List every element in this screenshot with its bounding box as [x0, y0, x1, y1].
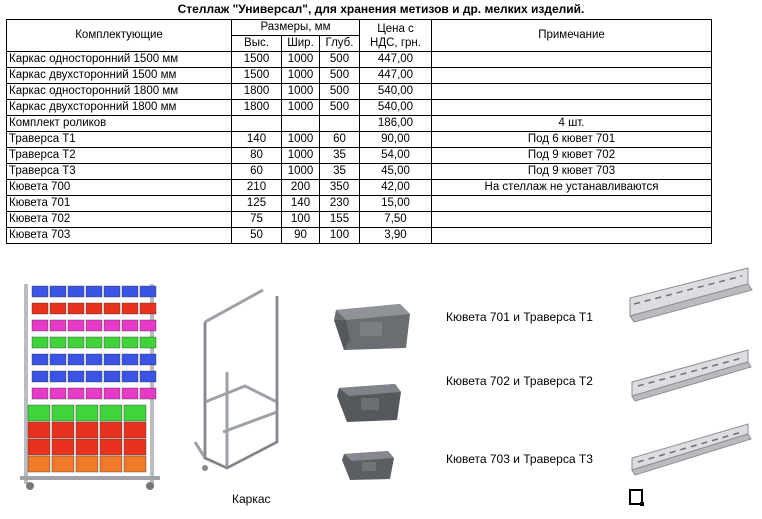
rack-bin — [68, 286, 84, 297]
rack-bin — [104, 303, 120, 314]
cell-depth — [320, 116, 360, 132]
rack-bin — [68, 337, 84, 348]
rack-bin — [122, 371, 138, 382]
frame-image — [185, 282, 285, 478]
rack-bin — [68, 320, 84, 331]
rack-bin — [124, 405, 146, 421]
table-row — [7, 68, 712, 84]
bin-702-image — [335, 380, 403, 424]
table-row — [7, 100, 712, 116]
bin-701-image — [330, 300, 412, 352]
rack-bin — [104, 371, 120, 382]
cell-price: 42,00 — [360, 180, 432, 196]
header-sizes: Размеры, мм — [232, 20, 360, 36]
rack-bin — [86, 371, 102, 382]
rack-with-bins-image — [10, 276, 170, 494]
rack-bin — [68, 388, 84, 399]
rack-bin — [122, 354, 138, 365]
rack-bin — [140, 388, 156, 399]
rack-bin — [100, 422, 122, 438]
rack-bin — [32, 303, 48, 314]
cell-note — [432, 228, 712, 244]
cell-note: Под 6 кювет 701 — [432, 132, 712, 148]
cell-component: Каркас двухсторонний 1800 мм — [7, 100, 232, 116]
rack-bin — [140, 354, 156, 365]
cell-note: 4 шт. — [432, 116, 712, 132]
rack-bin — [104, 388, 120, 399]
cell-height: 60 — [232, 164, 282, 180]
rack-bin — [122, 388, 138, 399]
rack-bin — [86, 303, 102, 314]
rack-bin — [52, 405, 74, 421]
rack-bin — [52, 439, 74, 455]
cell-height: 210 — [232, 180, 282, 196]
rack-bin — [76, 422, 98, 438]
table-row — [7, 164, 712, 180]
cell-depth: 500 — [320, 84, 360, 100]
cell-depth: 35 — [320, 164, 360, 180]
rack-bin — [86, 286, 102, 297]
cell-height: 50 — [232, 228, 282, 244]
rack-bin — [50, 388, 66, 399]
cell-height: 75 — [232, 212, 282, 228]
cell-width: 1000 — [282, 100, 320, 116]
cell-price: 186,00 — [360, 116, 432, 132]
rack-bin — [140, 320, 156, 331]
rack-bin — [50, 303, 66, 314]
cell-price: 447,00 — [360, 52, 432, 68]
cell-price: 540,00 — [360, 100, 432, 116]
table-row — [7, 180, 712, 196]
cell-component: Кювета 703 — [7, 228, 232, 244]
cell-note — [432, 196, 712, 212]
cell-component: Комплект роликов — [7, 116, 232, 132]
cell-note — [432, 84, 712, 100]
cell-width: 1000 — [282, 84, 320, 100]
cell-price: 3,90 — [360, 228, 432, 244]
pair1-caption: Кювета 701 и Траверса Т1 — [446, 310, 593, 324]
rack-bin — [68, 354, 84, 365]
rack-bin — [100, 456, 122, 472]
rack-bin — [124, 422, 146, 438]
rack-bin — [104, 337, 120, 348]
table-row — [7, 132, 712, 148]
cell-height: 1800 — [232, 84, 282, 100]
cell-note — [432, 68, 712, 84]
rack-bin — [68, 371, 84, 382]
rack-bin — [100, 405, 122, 421]
cell-width: 1000 — [282, 132, 320, 148]
cell-width: 1000 — [282, 68, 320, 84]
cell-component: Траверса Т3 — [7, 164, 232, 180]
header-width: Шир. — [282, 36, 320, 52]
cell-component: Кювета 701 — [7, 196, 232, 212]
rack-bin — [32, 337, 48, 348]
traverse-t2-image — [624, 344, 754, 408]
rack-bin — [104, 286, 120, 297]
rack-bin — [122, 303, 138, 314]
cell-component: Каркас односторонний 1500 мм — [7, 52, 232, 68]
cell-component: Кювета 700 — [7, 180, 232, 196]
cell-width: 200 — [282, 180, 320, 196]
cell-depth: 500 — [320, 100, 360, 116]
cell-width — [282, 116, 320, 132]
rack-bin — [100, 439, 122, 455]
cell-height: 80 — [232, 148, 282, 164]
resize-marker-icon — [628, 488, 646, 508]
cell-component: Каркас двухсторонний 1500 мм — [7, 68, 232, 84]
cell-component: Траверса Т2 — [7, 148, 232, 164]
header-component: Комплектующие — [7, 20, 232, 52]
rack-bin — [50, 320, 66, 331]
cell-height — [232, 116, 282, 132]
bin-703-image — [340, 448, 396, 482]
rack-bin — [86, 320, 102, 331]
rack-bin — [28, 405, 50, 421]
cell-depth: 230 — [320, 196, 360, 212]
header-price-line2: НДС, грн. — [370, 36, 421, 49]
cell-depth: 350 — [320, 180, 360, 196]
cell-height: 140 — [232, 132, 282, 148]
rack-bin — [104, 354, 120, 365]
cell-price: 447,00 — [360, 68, 432, 84]
rack-bin — [76, 439, 98, 455]
cell-component: Кювета 702 — [7, 212, 232, 228]
rack-bin — [32, 388, 48, 399]
cell-note: Под 9 кювет 702 — [432, 148, 712, 164]
cell-depth: 500 — [320, 52, 360, 68]
page-title: Стеллаж "Универсал", для хранения метизов и др. мелких изделий. — [177, 2, 585, 16]
cell-component: Каркас односторонний 1800 мм — [7, 84, 232, 100]
frame-caption: Каркас — [232, 492, 271, 506]
rack-bin — [50, 337, 66, 348]
cell-width: 140 — [282, 196, 320, 212]
rack-bin — [68, 303, 84, 314]
rack-bin — [86, 337, 102, 348]
table-row — [7, 196, 712, 212]
rack-bin — [140, 303, 156, 314]
cell-component: Траверса Т1 — [7, 132, 232, 148]
pair2-caption: Кювета 702 и Траверса Т2 — [446, 374, 593, 388]
rack-bin — [32, 371, 48, 382]
cell-height: 1800 — [232, 100, 282, 116]
rack-bin — [122, 337, 138, 348]
cell-price: 54,00 — [360, 148, 432, 164]
cell-price: 45,00 — [360, 164, 432, 180]
cell-width: 90 — [282, 228, 320, 244]
rack-bin — [122, 286, 138, 297]
rack-bin — [140, 337, 156, 348]
header-depth: Глуб. — [320, 36, 360, 52]
rack-bin — [50, 371, 66, 382]
rack-bin — [140, 286, 156, 297]
table-row — [7, 52, 712, 68]
price-table — [6, 19, 712, 244]
rack-bin — [86, 388, 102, 399]
table-row — [7, 212, 712, 228]
cell-height: 125 — [232, 196, 282, 212]
table-row — [7, 228, 712, 244]
cell-depth: 155 — [320, 212, 360, 228]
header-height: Выс. — [232, 36, 282, 52]
pair3-caption: Кювета 703 и Траверса Т3 — [446, 452, 593, 466]
rack-bin — [50, 354, 66, 365]
rack-bin — [32, 286, 48, 297]
cell-price: 15,00 — [360, 196, 432, 212]
cell-price: 90,00 — [360, 132, 432, 148]
cell-note: Под 9 кювет 703 — [432, 164, 712, 180]
rack-bin — [50, 286, 66, 297]
cell-note: На стеллаж не устанавливаются — [432, 180, 712, 196]
cell-note — [432, 100, 712, 116]
rack-bin — [124, 456, 146, 472]
header-price — [360, 20, 432, 52]
cell-height: 1500 — [232, 52, 282, 68]
rack-bin — [32, 354, 48, 365]
rack-bin — [52, 456, 74, 472]
rack-bin — [140, 371, 156, 382]
rack-bin — [32, 320, 48, 331]
table-row — [7, 116, 712, 132]
cell-note — [432, 212, 712, 228]
rack-bin — [52, 422, 74, 438]
cell-width: 1000 — [282, 164, 320, 180]
rack-bin — [124, 439, 146, 455]
traverse-t3-image — [624, 414, 754, 480]
cell-depth: 100 — [320, 228, 360, 244]
rack-bin — [104, 320, 120, 331]
cell-height: 1500 — [232, 68, 282, 84]
rack-bin — [76, 456, 98, 472]
cell-width: 1000 — [282, 148, 320, 164]
header-note: Примечание — [432, 20, 712, 52]
cell-note — [432, 52, 712, 68]
header-price-line1: Цена с — [377, 22, 414, 35]
table-row — [7, 84, 712, 100]
rack-bin — [122, 320, 138, 331]
cell-depth: 500 — [320, 68, 360, 84]
cell-price: 7,50 — [360, 212, 432, 228]
table-row — [7, 148, 712, 164]
traverse-t1-image — [624, 264, 754, 334]
rack-bin — [28, 422, 50, 438]
cell-depth: 60 — [320, 132, 360, 148]
rack-bin — [28, 456, 50, 472]
rack-bin — [86, 354, 102, 365]
cell-price: 540,00 — [360, 84, 432, 100]
cell-width: 1000 — [282, 52, 320, 68]
rack-bin — [28, 439, 50, 455]
cell-depth: 35 — [320, 148, 360, 164]
cell-width: 100 — [282, 212, 320, 228]
rack-bin — [76, 405, 98, 421]
